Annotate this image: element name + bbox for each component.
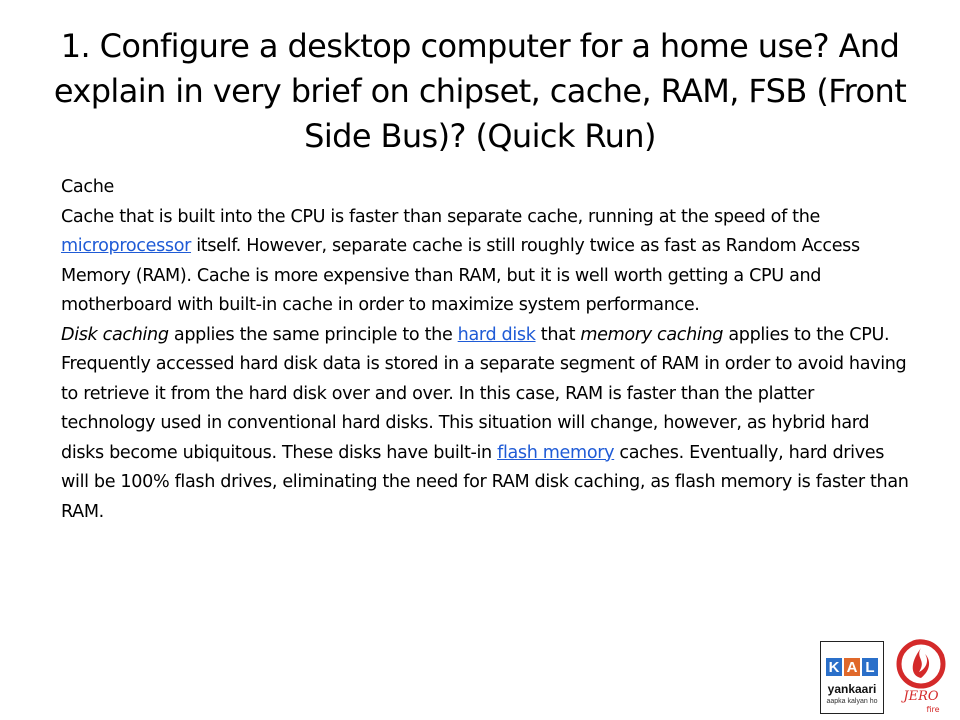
p2-text-b: that [535, 324, 581, 345]
p1-text-a: Cache that is built into the CPU is faster than separate cache, running at the speed of the [61, 206, 820, 227]
kal-letter-k: K [826, 658, 842, 676]
section-heading: Cache [61, 177, 114, 197]
p1-text-b: itself. However, separate cache is still roughly twice as fast as Random Access Memory (RAM). Cache is more expensive than RAM, but it is well worth getting a CPU and motherboard with built-in cache in order to maximize system performance. [61, 236, 860, 315]
memory-caching-term: memory caching [580, 324, 724, 345]
jero-name: JERO [903, 689, 939, 704]
paragraph-disk-caching [61, 321, 911, 528]
p2-text-c: applies to the CPU. Frequently accessed hard disk data is stored in a separate segment of RAM in order to avoid having to retrieve it from the hard disk over and over. In this case, RAM is faster than the platter technology used in conventional hard disks. This situation will change, however, as hybrid hard disks become ubiquitous. These disks have built-in [61, 324, 907, 463]
kal-letter-l: L [862, 658, 878, 676]
flash-memory-link[interactable]: flash memory [497, 442, 615, 463]
content-body [61, 173, 911, 527]
paragraph-cache [61, 203, 911, 321]
p2-text-a: applies the same principle to the [168, 324, 458, 345]
hard-disk-link[interactable]: hard disk [457, 324, 536, 345]
kal-tagline: aapka kalyan ho [826, 698, 878, 705]
kal-letters [826, 658, 878, 676]
slide-title: 1. Configure a desktop computer for a home use? And explain in very brief on chipset, cache, RAM, FSB (Front Side Bus)? (Quick Run) [53, 27, 907, 155]
p2-text-d: caches. Eventually, hard drives will be 100% flash drives, eliminating the need for RAM disk caching, as flash memory is faster than RAM. [61, 442, 909, 522]
kal-yankaari-logo [820, 641, 884, 714]
jero-flame-icon [893, 636, 949, 716]
disk-caching-term: Disk caching [61, 324, 169, 345]
kal-name: yankaari [827, 682, 877, 696]
jero-fire-logo [893, 636, 949, 716]
microprocessor-link[interactable]: microprocessor [61, 236, 192, 256]
jero-sub: fire [926, 705, 940, 714]
kal-letter-a: A [844, 658, 860, 676]
